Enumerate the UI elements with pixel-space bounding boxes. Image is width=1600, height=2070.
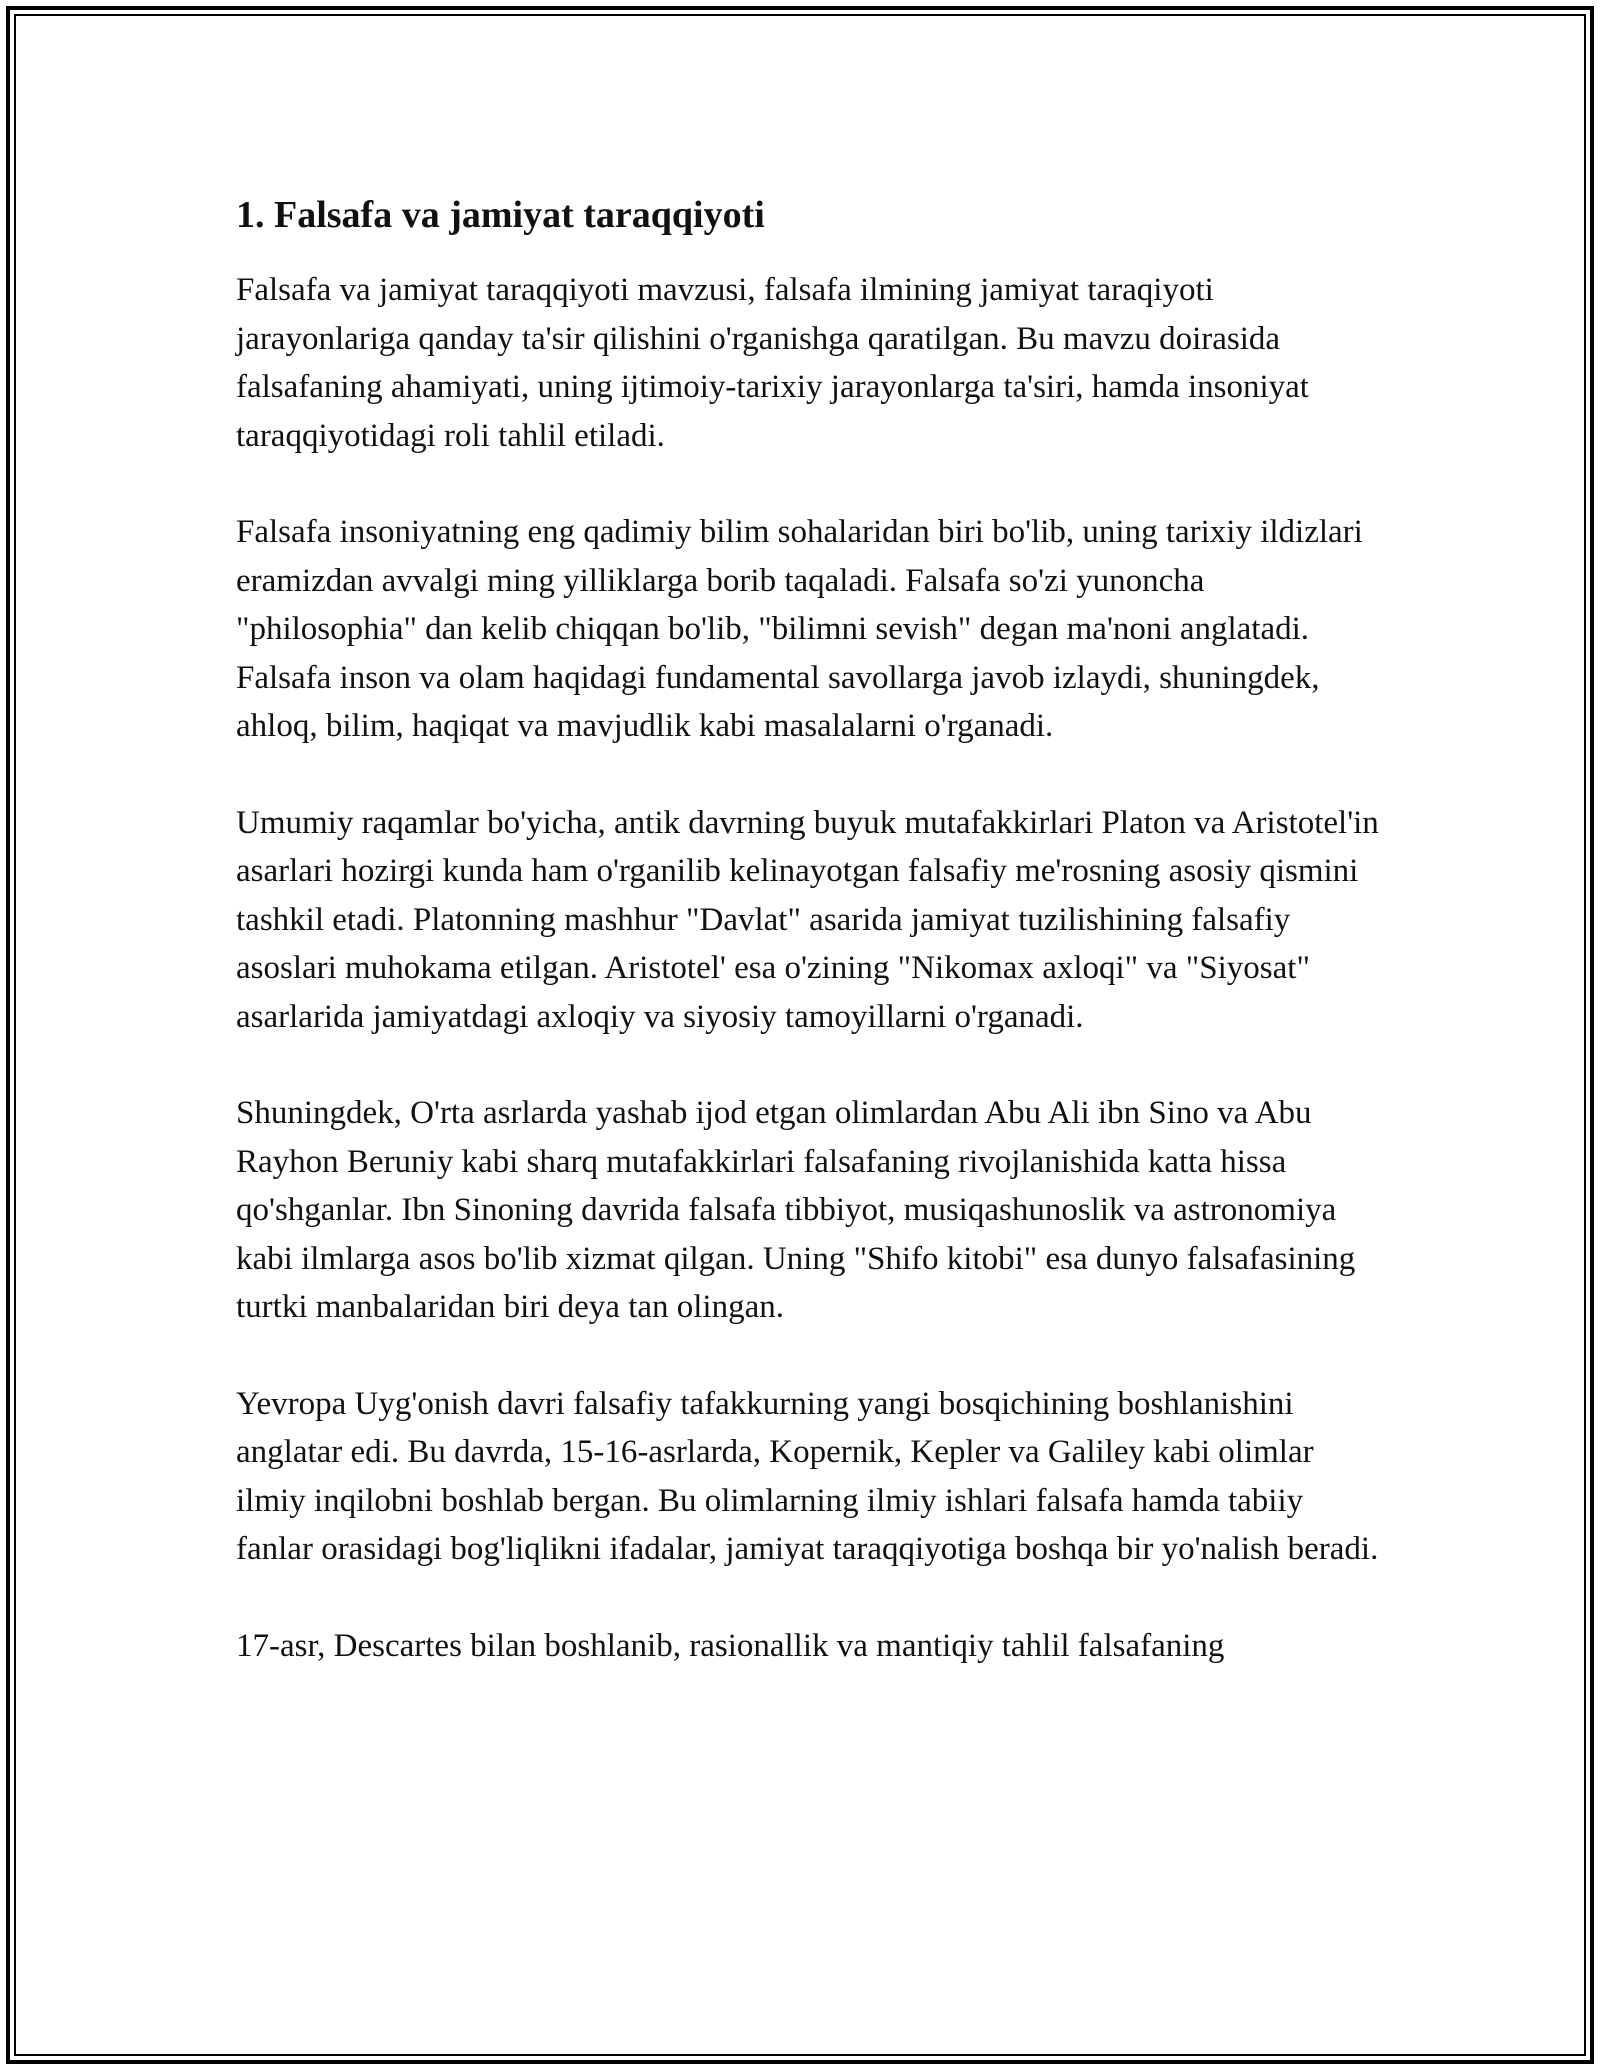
paragraph-3: Umumiy raqamlar bo'yicha, antik davrning buyuk mutafakkirlari Platon va Aristotel'in asarlari hozirgi kunda ham o'rganilib kelinayotgan falsafiy me'rosning asosiy qismini tashkil etadi. Platonning mashhur "Davlat" asarida jamiyat tuzilishining falsafiy asoslari muhokama etilgan. Aristotel' esa o'zining "Nikomax axloqi" va "Siyosat" asarlarida jamiyatdagi axloqiy va siyosiy tamoyillarni o'rganadi.	[236, 804, 1379, 1035]
section-heading: 1. Falsafa va jamiyat taraqqiyoti	[236, 194, 765, 236]
document-body	[236, 186, 1386, 1718]
paragraph-4: Shuningdek, O'rta asrlarda yashab ijod etgan olimlardan Abu Ali ibn Sino va Abu Rayhon Beruniy kabi sharq mutafakkirlari falsafaning rivojlanishida katta hissa qo'shganlar. Ibn Sinoning davrida falsafa tibbiyot, musiqashunoslik va astronomiya kabi ilmlarga asos bo'lib xizmat qilgan. Uning "Shifo kitobi" esa dunyo falsafasining turtki manbalaridan biri deya tan olingan.	[236, 1095, 1356, 1325]
paragraph-5: Yevropa Uyg'onish davri falsafiy tafakkurning yangi bosqichining boshlanishini anglatar edi. Bu davrda, 15-16-asrlarda, Kopernik, Kepler va Galiley kabi olimlar ilmiy inqilobni boshlab bergan. Bu olimlarning ilmiy ishlari falsafa hamda tabiiy fanlar orasidagi bog'liqlikni ifadalar, jamiyat taraqqiyotiga boshqa bir yo'nalish beradi.	[236, 1385, 1379, 1567]
paragraph-2: Falsafa insoniyatning eng qadimiy bilim sohalaridan biri bo'lib, uning tarixiy ildizlari eramizdan avvalgi ming yilliklarga borib taqaladi. Falsafa so'zi yunoncha "philosophia" dan kelib chiqqan bo'lib, "bilimni sevish" degan ma'noni anglatadi. Falsafa inson va olam haqidagi fundamental savollarga javob izlaydi, shuningdek, ahloq, bilim, haqiqat va mavjudlik kabi masalalarni o'rganadi.	[236, 514, 1363, 744]
paragraph-6: 17-asr, Descartes bilan boshlanib, rasionallik va mantiqiy tahlil falsafaning	[236, 1627, 1225, 1664]
paragraph-1: Falsafa va jamiyat taraqqiyoti mavzusi, falsafa ilmining jamiyat taraqiyoti jarayonlariga qanday ta'sir qilishini o'rganishga qaratilgan. Bu mavzu doirasida falsafaning ahamiyati, uning ijtimoiy-tarixiy jarayonlarga ta'siri, hamda insoniyat taraqqiyotidagi roli tahlil etiladi.	[236, 272, 1309, 454]
